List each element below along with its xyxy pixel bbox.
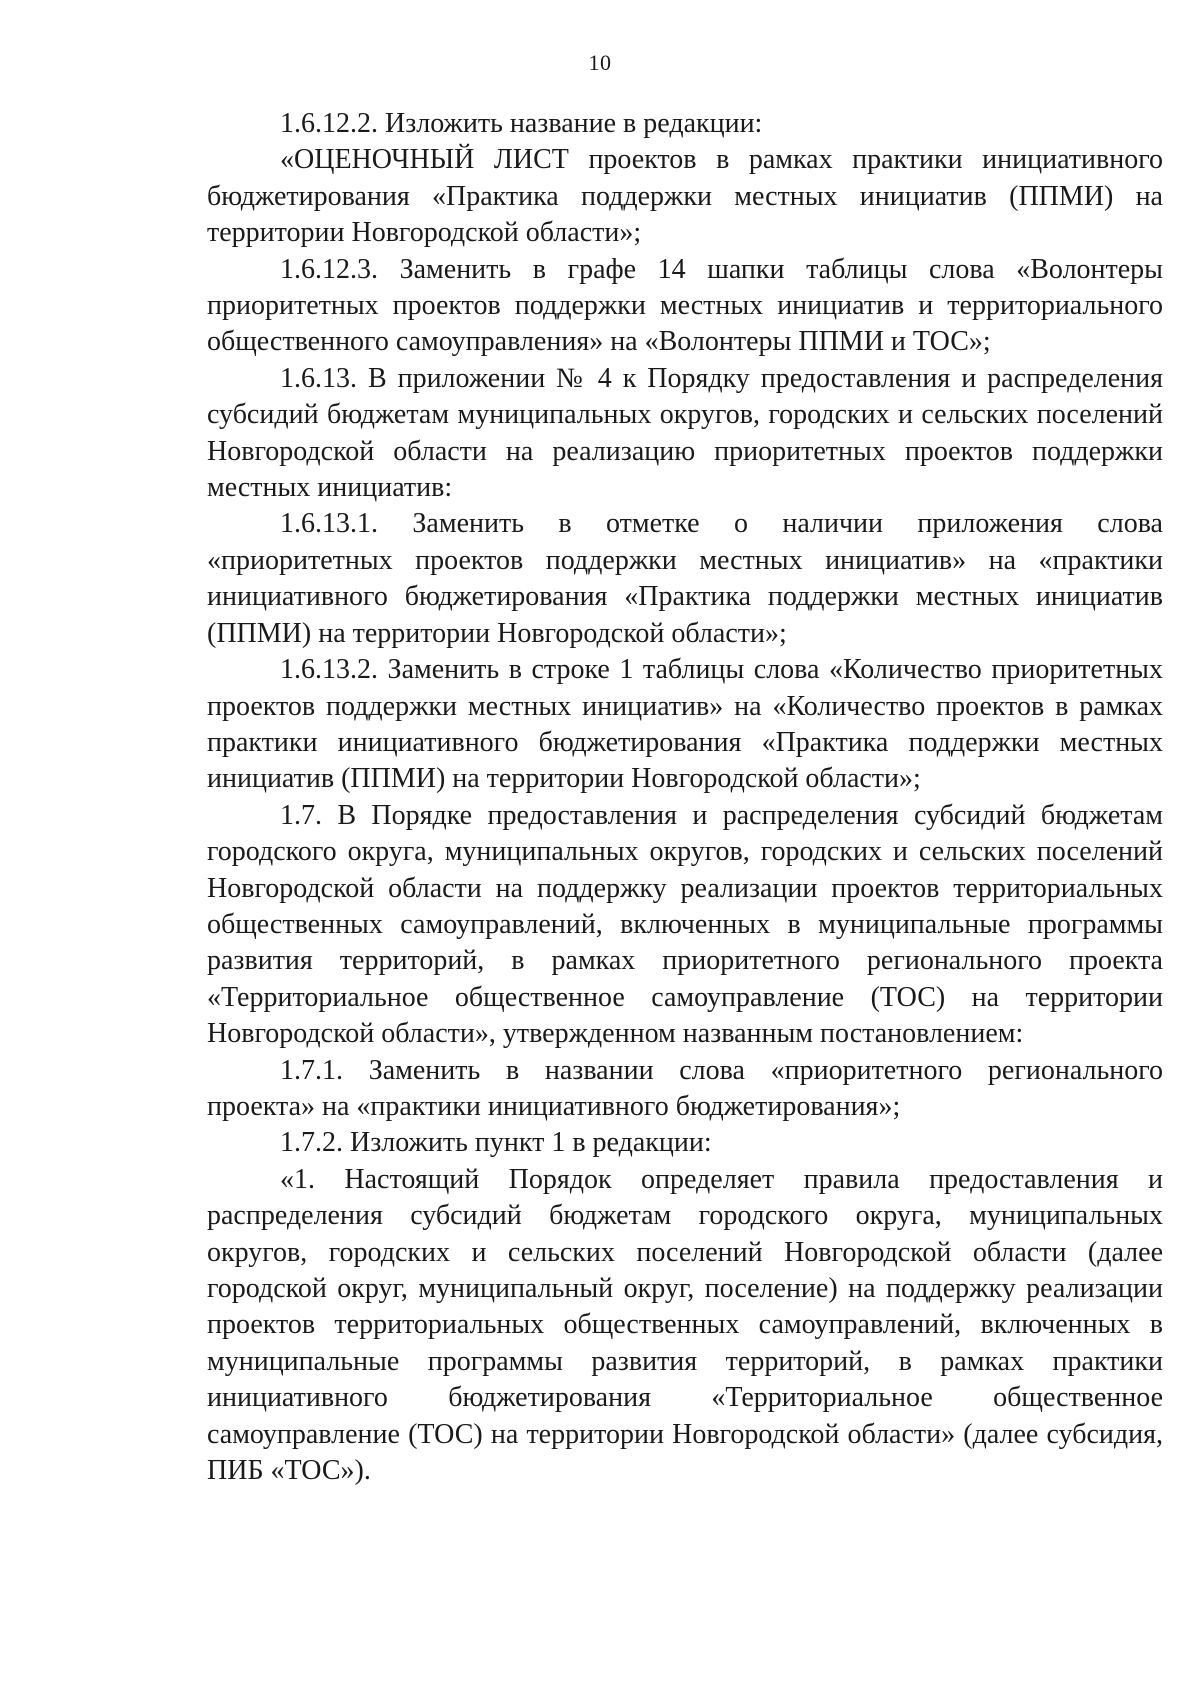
- paragraph-1-6-13-1: 1.6.13.1. Заменить в отметке о наличии приложения слова «приоритетных проектов поддержки местных инициатив» на «практики инициативного бюджетирования «Практика поддержки местных инициатив (ППМИ) на территории Новгородской области»;: [207, 508, 1163, 649]
- paragraph-point-1: «1. Настоящий Порядок определяет правила предоставления и распределения субсидий бюджетам городского округа, муниципальных округов, городских и сельских поселений Новгородской области (далее городской округ, муниципальный округ, поселение) на поддержку реализации проектов территориальных общественных самоуправлений, включенных в муниципальные программы развития территорий, в рамках практики инициативного бюджетирования «Территориальное общественное самоуправление (ТОС) на территории Новгородской области» (далее субсидия, ПИБ «ТОС»).: [207, 1163, 1163, 1487]
- paragraph-evaluation-sheet-title: «ОЦЕНОЧНЫЙ ЛИСТ проектов в рамках практики инициативного бюджетирования «Практика поддержки местных инициатив (ППМИ) на территории Новгородской области»;: [207, 144, 1163, 249]
- paragraph-1-7-1: 1.7.1. Заменить в названии слова «приоритетного регионального проекта» на «практики инициативного бюджетирования»;: [207, 1054, 1163, 1122]
- page-number: 10: [588, 50, 612, 75]
- paragraph-1-7-2: 1.7.2. Изложить пункт 1 в редакции:: [280, 1127, 712, 1159]
- paragraph-1-6-13-2: 1.6.13.2. Заменить в строке 1 таблицы слова «Количество приоритетных проектов поддержки местных инициатив» на «Количество проектов в рамках практики инициативного бюджетирования «Практика поддержки местных инициатив (ППМИ) на территории Новгородской области»;: [207, 654, 1163, 795]
- paragraph-1-6-13: 1.6.13. В приложении № 4 к Порядку предоставления и распределения субсидий бюджетам муниципальных округов, городских и сельских поселений Новгородской области на реализацию приоритетных проектов поддержки местных инициатив:: [207, 362, 1163, 504]
- paragraph-1-7: 1.7. В Порядке предоставления и распределения субсидий бюджетам городского округа, муниципальных округов, городских и сельских поселений Новгородской области на поддержку реализации проектов территориальных общественных самоуправлений, включенных в муниципальные программы развития территорий, в рамках приоритетного регионального проекта «Территориальное общественное самоуправление (ТОС) на территории Новгородской области», утвержденном названным постановлением:: [207, 799, 1163, 1050]
- paragraph-1-6-12-2: 1.6.12.2. Изложить название в редакции:: [280, 108, 763, 139]
- document-body: [207, 106, 1163, 1489]
- paragraph-1-6-12-3: 1.6.12.3. Заменить в графе 14 шапки таблицы слова «Волонтеры приоритетных проектов поддержки местных инициатив и территориального общественного самоуправления» на «Волонтеры ППМИ и ТОС»;: [207, 253, 1163, 358]
